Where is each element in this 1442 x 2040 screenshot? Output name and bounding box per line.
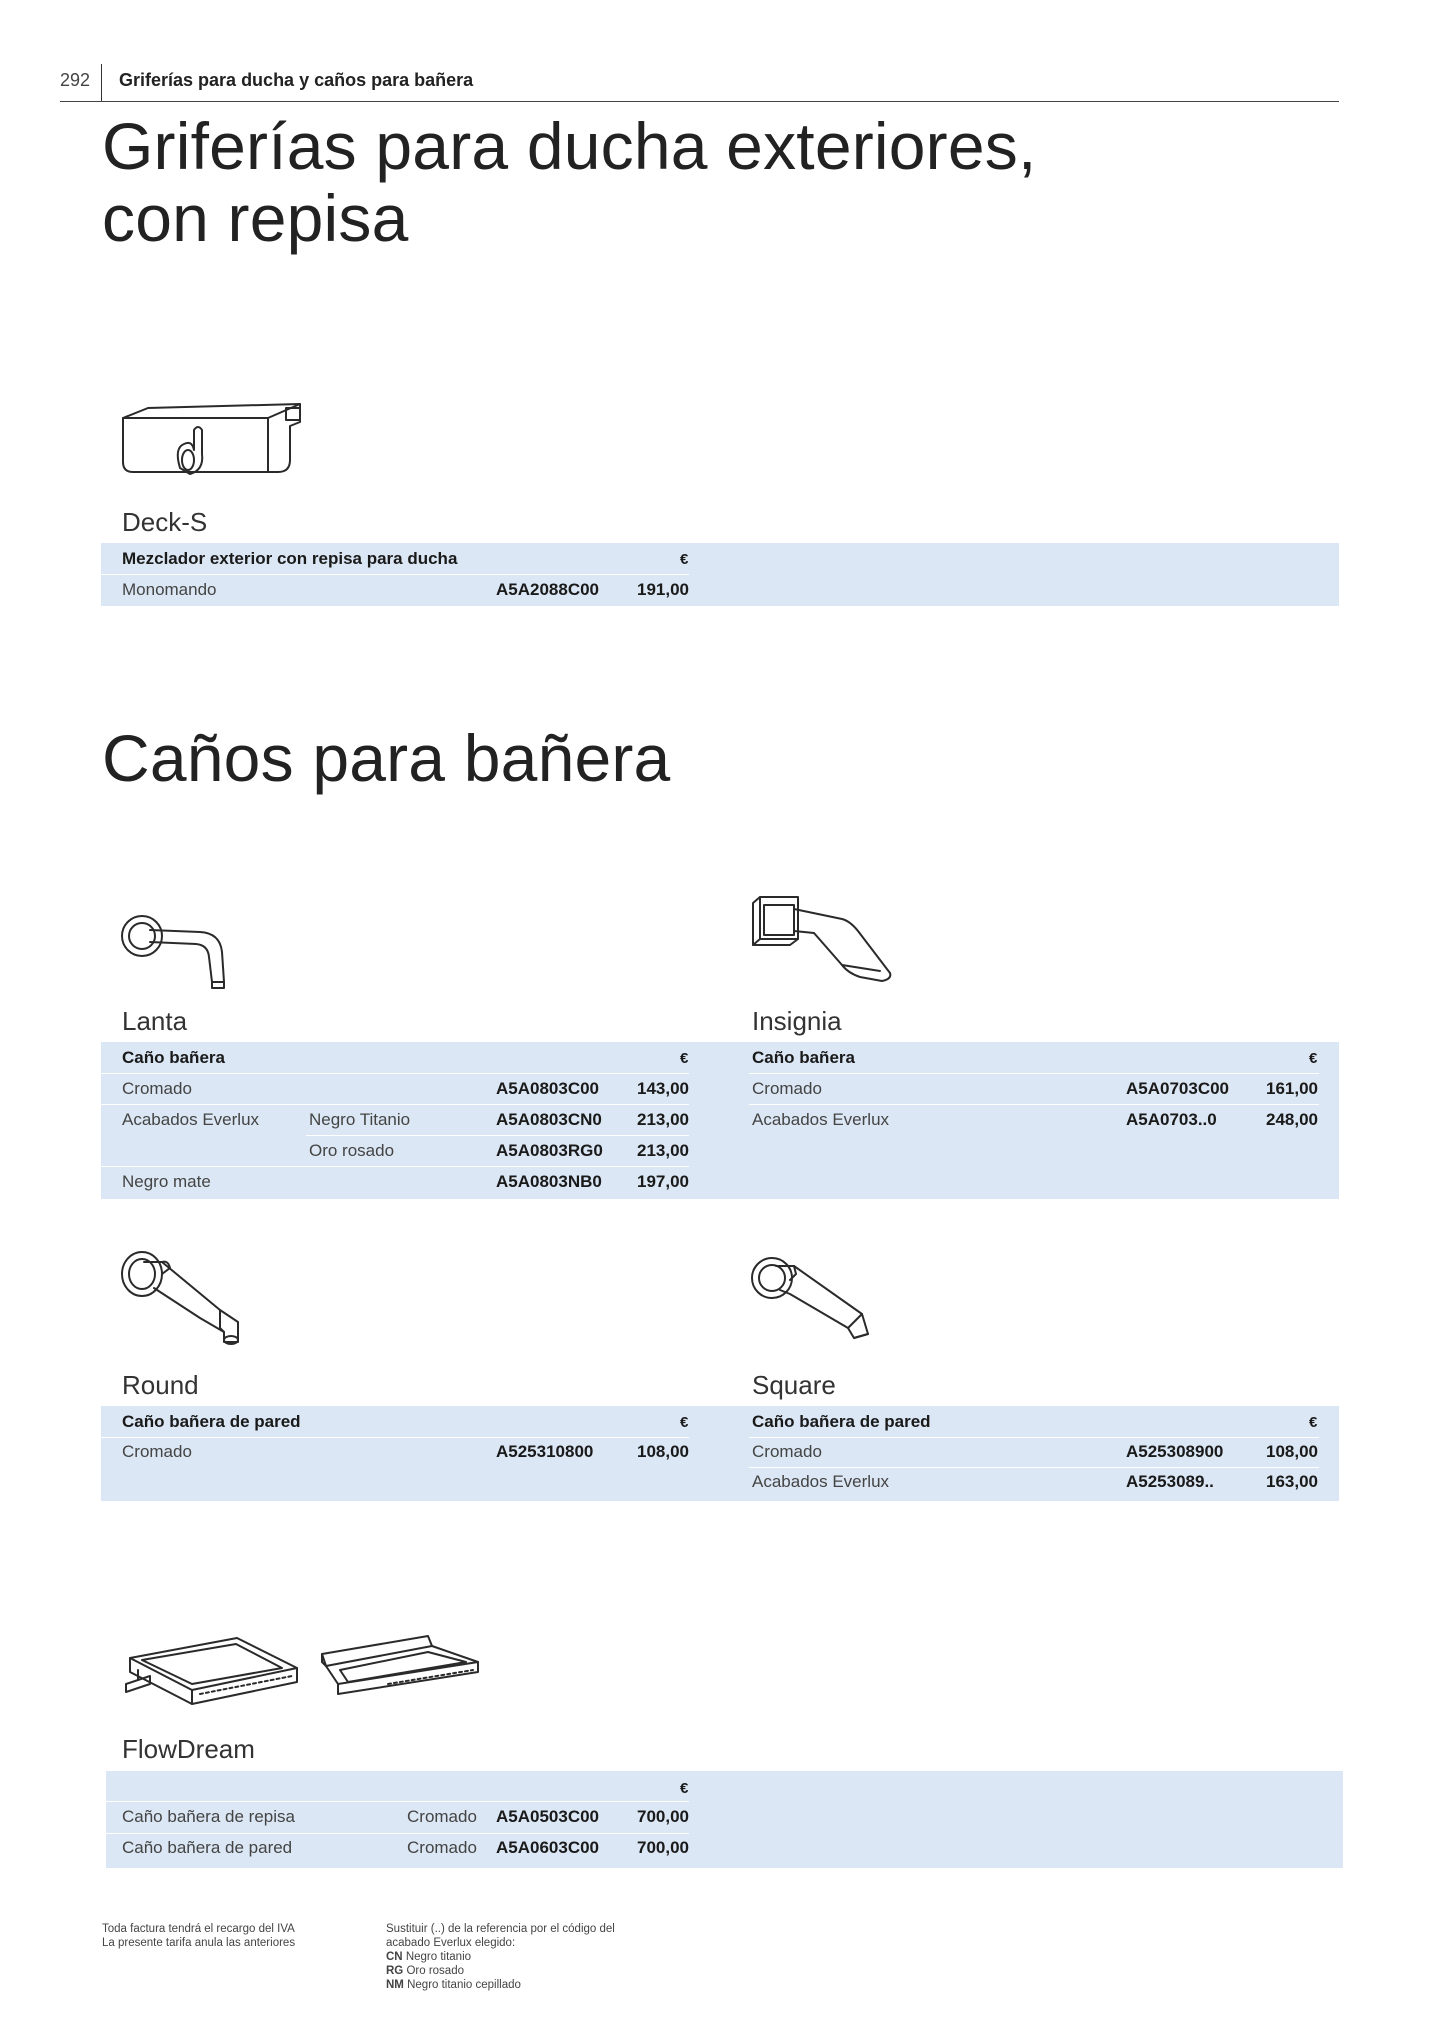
section-title-canos: Caños para bañera — [102, 721, 671, 795]
round-row-code: A525310800 — [496, 1442, 594, 1461]
row-divider — [749, 1104, 1319, 1105]
lanta-row-label: Cromado — [122, 1079, 192, 1098]
footer-code-desc: Negro titanio cepillado — [407, 1979, 521, 1991]
title-line-2: con repisa — [102, 181, 409, 255]
insignia-row-code: A5A0703C00 — [1126, 1079, 1230, 1098]
product-name-flowdream: FlowDream — [122, 1734, 255, 1764]
footer-notes-left — [102, 1922, 295, 1950]
flowdream-row-price: 700,00 — [637, 1838, 689, 1857]
row-divider — [101, 1073, 689, 1074]
row-divider — [101, 1104, 689, 1105]
square-heading: Caño bañera de pared — [752, 1412, 931, 1431]
round-heading: Caño bañera de pared — [122, 1412, 301, 1431]
lanta-row-sub: Oro rosado — [309, 1141, 395, 1160]
deck-s-heading: Mezclador exterior con repisa para ducha — [122, 549, 458, 568]
footer-code-desc: Negro titanio — [405, 1951, 472, 1963]
flowdream-row-code: A5A0503C00 — [496, 1807, 600, 1826]
flowdream-repisa-illustration — [122, 1628, 302, 1708]
lanta-row-code: A5A0803NB0 — [496, 1172, 602, 1191]
section-title-griferias — [102, 110, 1037, 254]
deck-s-row-code: A5A2088C00 — [496, 580, 600, 599]
round-currency: € — [680, 1414, 689, 1431]
row-divider — [106, 1833, 689, 1834]
flowdream-row-finish: Cromado — [407, 1838, 477, 1857]
row-divider — [101, 1437, 689, 1438]
footer-code-item — [386, 1950, 615, 1964]
round-illustration — [120, 1248, 245, 1353]
footer-substitute-note-2: acabado Everlux elegido: — [386, 1937, 516, 1949]
running-header: Griferías para ducha y caños para bañera — [119, 70, 474, 90]
insignia-row-label: Acabados Everlux — [752, 1110, 890, 1129]
square-currency: € — [1309, 1414, 1318, 1431]
deck-s-row-price: 191,00 — [637, 580, 689, 599]
flowdream-row-code: A5A0603C00 — [496, 1838, 600, 1857]
lanta-row-price: 197,00 — [637, 1172, 689, 1191]
footer-vat-note: Toda factura tendrá el recargo del IVA — [102, 1923, 295, 1935]
footer-code-item — [386, 1978, 615, 1992]
round-row-label: Cromado — [122, 1442, 192, 1461]
square-row-label: Cromado — [752, 1442, 822, 1461]
row-divider — [749, 1073, 1319, 1074]
flowdream-row-label: Caño bañera de pared — [122, 1838, 293, 1857]
product-name-round: Round — [122, 1370, 199, 1400]
lanta-row-code: A5A0803RG0 — [496, 1141, 603, 1160]
insignia-row-code: A5A0703..0 — [1126, 1110, 1217, 1129]
lanta-currency: € — [680, 1050, 689, 1067]
square-row-code: A525308900 — [1126, 1442, 1224, 1461]
footer-code-item — [386, 1964, 615, 1978]
flowdream-currency: € — [680, 1780, 689, 1797]
insignia-row-price: 248,00 — [1266, 1110, 1318, 1129]
footer-code: RG — [386, 1965, 404, 1977]
flowdream-row-label: Caño bañera de repisa — [122, 1807, 295, 1826]
product-name-square: Square — [752, 1370, 836, 1400]
round-row-price: 108,00 — [637, 1442, 689, 1461]
insignia-row-price: 161,00 — [1266, 1079, 1318, 1098]
lanta-heading: Caño bañera — [122, 1048, 225, 1067]
square-illustration — [750, 1256, 875, 1351]
lanta-row-price: 213,00 — [637, 1110, 689, 1129]
header-separator — [101, 64, 102, 102]
insignia-row-label: Cromado — [752, 1079, 822, 1098]
row-divider — [101, 1166, 689, 1167]
page-number: 292 — [60, 70, 91, 90]
lanta-row-label: Negro mate — [122, 1172, 211, 1191]
deck-s-row-label: Monomando — [122, 580, 217, 599]
row-divider — [749, 1467, 1319, 1468]
header-rule — [60, 101, 1339, 102]
lanta-row-price: 143,00 — [637, 1079, 689, 1098]
footer-substitute-note: Sustituir (..) de la referencia por el código del — [386, 1923, 615, 1935]
title-line-1: Griferías para ducha exteriores, — [102, 109, 1037, 183]
deck-s-illustration — [118, 400, 308, 480]
square-row-price: 163,00 — [1266, 1472, 1318, 1491]
lanta-row-code: A5A0803CN0 — [496, 1110, 602, 1129]
row-divider — [106, 1801, 689, 1802]
footer-notes-right — [386, 1922, 615, 1992]
flowdream-row-finish: Cromado — [407, 1807, 477, 1826]
row-divider — [749, 1437, 1319, 1438]
deck-s-currency: € — [680, 551, 689, 568]
square-row-code: A5253089.. — [1126, 1472, 1214, 1491]
flowdream-pared-illustration — [318, 1628, 483, 1708]
square-row-label: Acabados Everlux — [752, 1472, 890, 1491]
lanta-row-code: A5A0803C00 — [496, 1079, 600, 1098]
footer-code: NM — [386, 1979, 404, 1991]
footer-code-desc: Oro rosado — [406, 1965, 464, 1977]
product-name-insignia: Insignia — [752, 1006, 842, 1036]
footer-code: CN — [386, 1951, 403, 1963]
lanta-row-sub: Negro Titanio — [309, 1110, 411, 1129]
square-row-price: 108,00 — [1266, 1442, 1318, 1461]
lanta-row-label: Acabados Everlux — [122, 1110, 260, 1129]
footer-tariff-note: La presente tarifa anula las anteriores — [102, 1937, 296, 1949]
row-divider — [306, 1135, 689, 1136]
insignia-currency: € — [1309, 1050, 1318, 1067]
insignia-heading: Caño bañera — [752, 1048, 855, 1067]
lanta-row-price: 213,00 — [637, 1141, 689, 1160]
product-name-deck-s: Deck-S — [122, 507, 208, 537]
flowdream-row-price: 700,00 — [637, 1807, 689, 1826]
row-divider — [101, 574, 689, 575]
product-name-lanta: Lanta — [122, 1006, 188, 1036]
insignia-illustration — [750, 893, 895, 993]
lanta-illustration — [120, 912, 235, 992]
